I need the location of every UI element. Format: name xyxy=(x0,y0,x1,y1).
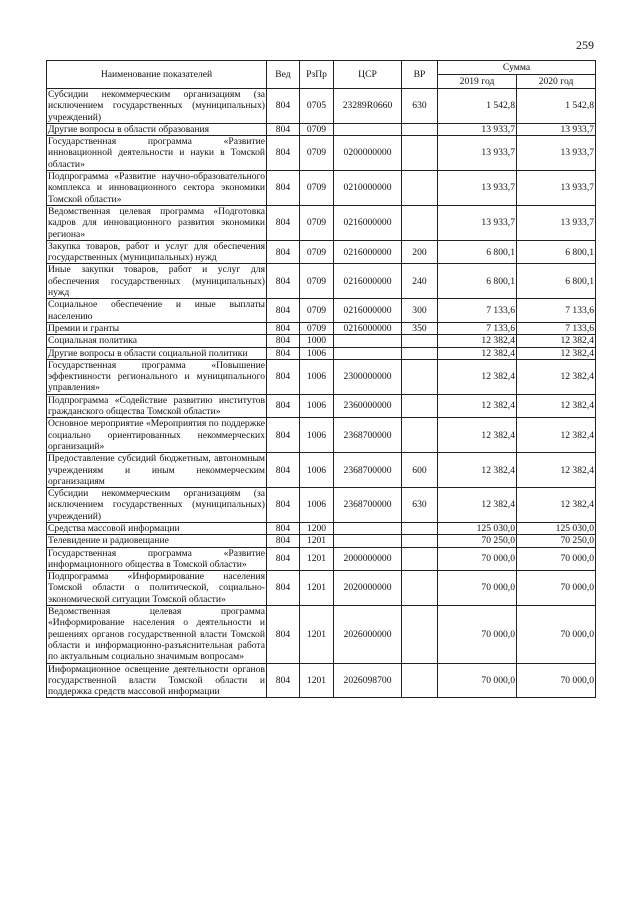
row-csr-cell: 0216000000 xyxy=(334,205,402,240)
row-csr-cell xyxy=(334,522,402,534)
row-sum-2020-cell: 12 382,4 xyxy=(517,335,596,347)
row-csr-cell: 2026098700 xyxy=(334,663,402,698)
row-rzpr-cell: 1200 xyxy=(300,522,334,534)
row-sum-2019-cell: 12 382,4 xyxy=(438,359,517,394)
header-name: Наименование показателей xyxy=(47,61,267,89)
row-name-cell: Подпрограмма «Содействие развитию институтов гражданского общества Томской области» xyxy=(48,394,265,418)
table-row xyxy=(47,571,596,606)
header-sum: Сумма xyxy=(438,61,596,75)
row-sum-2020-cell: 70 000,0 xyxy=(517,606,596,663)
table-row xyxy=(47,663,596,698)
row-name-cell: Субсидии некоммерческим организациям (за исключением государственных (муниципальных) учреждений) xyxy=(48,89,265,123)
row-ved-cell: 804 xyxy=(267,240,300,264)
header-row xyxy=(47,61,596,75)
row-name-cell: Иные закупки товаров, работ и услуг для обеспечения государственных (муниципальных) нужд xyxy=(48,264,265,299)
row-rzpr-cell: 0709 xyxy=(300,123,334,135)
row-sum-2020-cell: 7 133,6 xyxy=(517,322,596,334)
row-sum-2019-cell: 70 000,0 xyxy=(438,571,517,606)
row-sum-2020-cell: 13 933,7 xyxy=(517,123,596,135)
row-name-cell: Другие вопросы в области социальной политики xyxy=(47,347,267,359)
row-csr-cell xyxy=(334,347,402,359)
row-csr-cell: 2026000000 xyxy=(334,606,402,663)
row-csr-cell: 0216000000 xyxy=(334,264,402,299)
row-ved-cell: 804 xyxy=(267,171,300,206)
row-sum-2020-cell: 12 382,4 xyxy=(517,347,596,359)
row-sum-2019-cell: 12 382,4 xyxy=(438,453,517,488)
row-csr-cell: 2000000000 xyxy=(334,547,402,571)
row-name-cell: Государственная программа «Развитие инновационной деятельности и науки в Томской области» xyxy=(48,136,265,170)
row-vr-cell: 350 xyxy=(402,322,438,334)
row-sum-2019-cell: 6 800,1 xyxy=(438,264,517,299)
header-year-2020: 2020 год xyxy=(517,75,596,89)
row-vr-cell: 300 xyxy=(402,299,438,323)
row-name-cell: Телевидение и радиовещание xyxy=(47,535,267,547)
row-rzpr-cell: 1201 xyxy=(300,606,334,663)
row-ved-cell: 804 xyxy=(267,522,300,534)
page-number: 259 xyxy=(576,38,594,52)
row-sum-2019-cell: 70 000,0 xyxy=(438,663,517,698)
budget-table xyxy=(46,60,596,698)
row-csr-cell xyxy=(334,123,402,135)
table-row xyxy=(47,123,596,135)
row-sum-2019-cell: 13 933,7 xyxy=(438,123,517,135)
row-ved-cell: 804 xyxy=(267,123,300,135)
row-sum-2019-cell: 12 382,4 xyxy=(438,488,517,523)
row-rzpr-cell: 1201 xyxy=(300,535,334,547)
row-csr-cell xyxy=(334,535,402,547)
row-name-cell: Премии и гранты xyxy=(47,322,267,334)
row-name-cell: Ведомственная целевая программа «Информирование населения о деятельности и решениях органов государственной власти Томской области и информационно-разъяснительная работа по актуальным социально значимым вопросам» xyxy=(48,606,265,663)
row-rzpr-cell: 1000 xyxy=(300,335,334,347)
row-name-cell: Государственная программа «Развитие информационного общества в Томской области» xyxy=(48,547,265,570)
row-sum-2020-cell: 12 382,4 xyxy=(517,418,596,453)
row-csr-cell: 2360000000 xyxy=(334,394,402,418)
table-row xyxy=(47,136,596,171)
row-vr-cell: 600 xyxy=(402,453,438,488)
row-rzpr-cell: 0705 xyxy=(300,89,334,124)
row-ved-cell: 804 xyxy=(267,663,300,698)
row-vr-cell: 240 xyxy=(402,264,438,299)
table-row xyxy=(47,335,596,347)
table-row xyxy=(47,606,596,663)
table-row xyxy=(47,535,596,547)
row-vr-cell: 200 xyxy=(402,240,438,264)
row-name-cell: Подпрограмма «Развитие научно-образовательного комплекса и инновационного сектора экономики Томской области» xyxy=(48,171,265,205)
row-csr-cell: 0210000000 xyxy=(334,171,402,206)
row-rzpr-cell: 0709 xyxy=(300,264,334,299)
row-rzpr-cell: 1006 xyxy=(300,418,334,453)
row-name-cell: Субсидии некоммерческим организациям (за исключением государственных (муниципальных) учреждений) xyxy=(48,488,265,522)
row-sum-2020-cell: 13 933,7 xyxy=(517,205,596,240)
row-ved-cell: 804 xyxy=(267,359,300,394)
row-sum-2020-cell: 7 133,6 xyxy=(517,299,596,323)
row-csr-cell: 0200000000 xyxy=(334,136,402,171)
table-row xyxy=(47,394,596,418)
row-ved-cell: 804 xyxy=(267,606,300,663)
row-name-cell: Социальное обеспечение и иные выплаты населению xyxy=(48,299,265,322)
row-ved-cell: 804 xyxy=(267,136,300,171)
row-rzpr-cell: 0709 xyxy=(300,171,334,206)
table-row xyxy=(47,453,596,488)
row-name-cell: Информационное освещение деятельности органов государственной власти Томской области и поддержка средств массовой информации xyxy=(48,663,265,698)
row-sum-2020-cell: 1 542,8 xyxy=(517,89,596,124)
row-vr-cell xyxy=(402,123,438,135)
table-row xyxy=(47,418,596,453)
row-sum-2020-cell: 12 382,4 xyxy=(517,488,596,523)
row-sum-2019-cell: 12 382,4 xyxy=(438,335,517,347)
row-sum-2019-cell: 12 382,4 xyxy=(438,347,517,359)
row-sum-2020-cell: 12 382,4 xyxy=(517,394,596,418)
row-rzpr-cell: 1201 xyxy=(300,547,334,571)
table-row xyxy=(47,171,596,206)
row-csr-cell: 0216000000 xyxy=(334,299,402,323)
row-ved-cell: 804 xyxy=(267,89,300,124)
row-csr-cell: 23289R0660 xyxy=(334,89,402,124)
row-vr-cell xyxy=(402,205,438,240)
row-name-cell: Социальная политика xyxy=(47,335,267,347)
row-sum-2020-cell: 12 382,4 xyxy=(517,453,596,488)
row-name-cell: Государственная программа «Повышение эффективности регионального и муниципального управления» xyxy=(48,359,265,394)
table-body xyxy=(47,89,596,698)
row-vr-cell xyxy=(402,136,438,171)
row-name-cell: Основное мероприятие «Мероприятия по поддержке социально ориентированных некоммерческих организаций» xyxy=(48,418,265,452)
row-rzpr-cell: 1006 xyxy=(300,394,334,418)
row-name-cell: Предоставление субсидий бюджетным, автономным учреждениям и иным некоммерческим организациям xyxy=(48,453,265,487)
row-rzpr-cell: 0709 xyxy=(300,322,334,334)
row-sum-2020-cell: 70 000,0 xyxy=(517,547,596,571)
header-csr: ЦСР xyxy=(334,61,402,89)
row-rzpr-cell: 1006 xyxy=(300,359,334,394)
row-sum-2019-cell: 1 542,8 xyxy=(438,89,517,124)
header-ved: Вед xyxy=(267,61,300,89)
header-rzpr: РзПр xyxy=(300,61,334,89)
row-sum-2019-cell: 13 933,7 xyxy=(438,171,517,206)
row-sum-2020-cell: 70 000,0 xyxy=(517,663,596,698)
row-csr-cell: 0216000000 xyxy=(334,322,402,334)
row-ved-cell: 804 xyxy=(267,335,300,347)
row-sum-2020-cell: 125 030,0 xyxy=(517,522,596,534)
row-rzpr-cell: 1006 xyxy=(300,453,334,488)
row-csr-cell: 2368700000 xyxy=(334,418,402,453)
row-ved-cell: 804 xyxy=(267,299,300,323)
row-rzpr-cell: 1201 xyxy=(300,571,334,606)
header-year-2019: 2019 год xyxy=(438,75,517,89)
row-sum-2019-cell: 7 133,6 xyxy=(438,299,517,323)
row-sum-2020-cell: 6 800,1 xyxy=(517,240,596,264)
row-rzpr-cell: 1006 xyxy=(300,488,334,523)
table-row xyxy=(47,359,596,394)
row-vr-cell xyxy=(402,535,438,547)
row-name-cell: Подпрограмма «Информирование населения Томской области о политической, социально-экономической ситуации Томской области» xyxy=(48,571,265,605)
row-rzpr-cell: 1006 xyxy=(300,347,334,359)
row-ved-cell: 804 xyxy=(267,264,300,299)
row-vr-cell xyxy=(402,347,438,359)
row-sum-2019-cell: 13 933,7 xyxy=(438,136,517,171)
row-sum-2020-cell: 12 382,4 xyxy=(517,359,596,394)
row-ved-cell: 804 xyxy=(267,488,300,523)
row-ved-cell: 804 xyxy=(267,205,300,240)
row-sum-2019-cell: 12 382,4 xyxy=(438,418,517,453)
row-vr-cell: 630 xyxy=(402,89,438,124)
row-ved-cell: 804 xyxy=(267,322,300,334)
row-csr-cell: 0216000000 xyxy=(334,240,402,264)
row-sum-2019-cell: 13 933,7 xyxy=(438,205,517,240)
row-sum-2019-cell: 70 000,0 xyxy=(438,606,517,663)
row-vr-cell xyxy=(402,418,438,453)
row-ved-cell: 804 xyxy=(267,571,300,606)
row-name-cell: Другие вопросы в области образования xyxy=(47,123,267,135)
row-name-cell: Ведомственная целевая программа «Подготовка кадров для инновационного развития экономики региона» xyxy=(48,205,265,240)
table-row xyxy=(47,347,596,359)
row-csr-cell: 2368700000 xyxy=(334,453,402,488)
header-vr: ВР xyxy=(402,61,438,89)
table-row xyxy=(47,299,596,323)
table-row xyxy=(47,322,596,334)
row-sum-2020-cell: 70 250,0 xyxy=(517,535,596,547)
table-row xyxy=(47,488,596,523)
table-row xyxy=(47,205,596,240)
row-vr-cell xyxy=(402,606,438,663)
row-vr-cell xyxy=(402,394,438,418)
row-vr-cell xyxy=(402,663,438,698)
row-ved-cell: 804 xyxy=(267,547,300,571)
row-sum-2019-cell: 125 030,0 xyxy=(438,522,517,534)
row-sum-2019-cell: 12 382,4 xyxy=(438,394,517,418)
row-sum-2019-cell: 70 000,0 xyxy=(438,547,517,571)
row-rzpr-cell: 0709 xyxy=(300,205,334,240)
row-ved-cell: 804 xyxy=(267,347,300,359)
row-sum-2020-cell: 6 800,1 xyxy=(517,264,596,299)
table-row xyxy=(47,264,596,299)
table-row xyxy=(47,240,596,264)
row-name-cell: Закупка товаров, работ и услуг для обеспечения государственных (муниципальных) нужд xyxy=(48,240,265,264)
row-vr-cell: 630 xyxy=(402,488,438,523)
row-rzpr-cell: 0709 xyxy=(300,136,334,171)
row-sum-2019-cell: 70 250,0 xyxy=(438,535,517,547)
row-csr-cell: 2300000000 xyxy=(334,359,402,394)
row-ved-cell: 804 xyxy=(267,453,300,488)
row-vr-cell xyxy=(402,571,438,606)
row-vr-cell xyxy=(402,359,438,394)
row-sum-2020-cell: 70 000,0 xyxy=(517,571,596,606)
row-sum-2019-cell: 6 800,1 xyxy=(438,240,517,264)
row-ved-cell: 804 xyxy=(267,418,300,453)
row-vr-cell xyxy=(402,335,438,347)
row-rzpr-cell: 0709 xyxy=(300,299,334,323)
row-sum-2019-cell: 7 133,6 xyxy=(438,322,517,334)
row-vr-cell xyxy=(402,171,438,206)
row-sum-2020-cell: 13 933,7 xyxy=(517,171,596,206)
row-sum-2020-cell: 13 933,7 xyxy=(517,136,596,171)
row-csr-cell xyxy=(334,335,402,347)
table-row xyxy=(47,522,596,534)
table-row xyxy=(47,547,596,571)
row-name-cell: Средства массовой информации xyxy=(47,522,267,534)
row-vr-cell xyxy=(402,547,438,571)
row-ved-cell: 804 xyxy=(267,394,300,418)
row-vr-cell xyxy=(402,522,438,534)
table-row xyxy=(47,89,596,124)
row-rzpr-cell: 1201 xyxy=(300,663,334,698)
row-csr-cell: 2368700000 xyxy=(334,488,402,523)
row-rzpr-cell: 0709 xyxy=(300,240,334,264)
row-csr-cell: 2020000000 xyxy=(334,571,402,606)
row-ved-cell: 804 xyxy=(267,535,300,547)
